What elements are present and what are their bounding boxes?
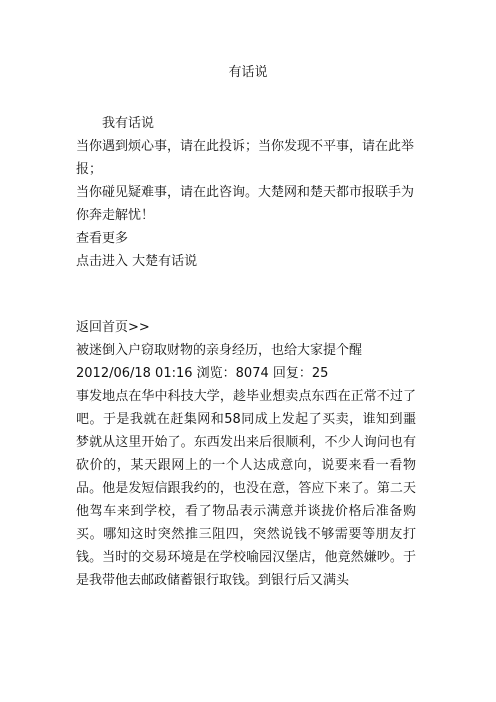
intro-line-consult: 当你碰见疑难事，请在此咨询。大楚网和楚天都市报联手为你奔走解忧！ bbox=[76, 185, 415, 223]
page-title: 有话说 bbox=[228, 65, 268, 80]
intro-line-complaint: 当你遇到烦心事，请在此投诉；当你发现不平事，请在此举报； bbox=[76, 139, 415, 177]
intro-heading: 我有话说 bbox=[102, 116, 155, 131]
view-more-link[interactable]: 查看更多 bbox=[76, 231, 129, 246]
article-meta: 2012/06/18 01:16 浏览：8074 回复：25 bbox=[76, 366, 329, 381]
back-home-link[interactable]: 返回首页>> bbox=[76, 320, 150, 335]
intro-section bbox=[76, 112, 416, 273]
article-title: 被迷倒入户窃取财物的亲身经历，也给大家提个醒 bbox=[76, 343, 363, 358]
enter-section-link[interactable]: 点击进入 大楚有话说 bbox=[76, 254, 198, 269]
article-section bbox=[76, 316, 416, 592]
article-body: 事发地点在华中科技大学，趁毕业想卖点东西在正常不过了吧。于是我就在赶集网和58同成上发起了买卖，谁知到噩梦就从这里开始了。东西发出来后很顺利，不少人询问也有砍价的，某天跟网上的一个人达成意向，说要来看一看物品。他是发短信跟我约的，也没在意，答应下来了。第二天他驾车来到学校，看了物品表示满意并谈拢价格后准备购买。哪知这时突然推三阻四，突然说钱不够需要等朋友打钱。当时的交易环境是在学校喻园汉堡店，他竟然嫌吵。于是我带他去邮政储蓄银行取钱。到银行后又满头 bbox=[76, 389, 416, 588]
